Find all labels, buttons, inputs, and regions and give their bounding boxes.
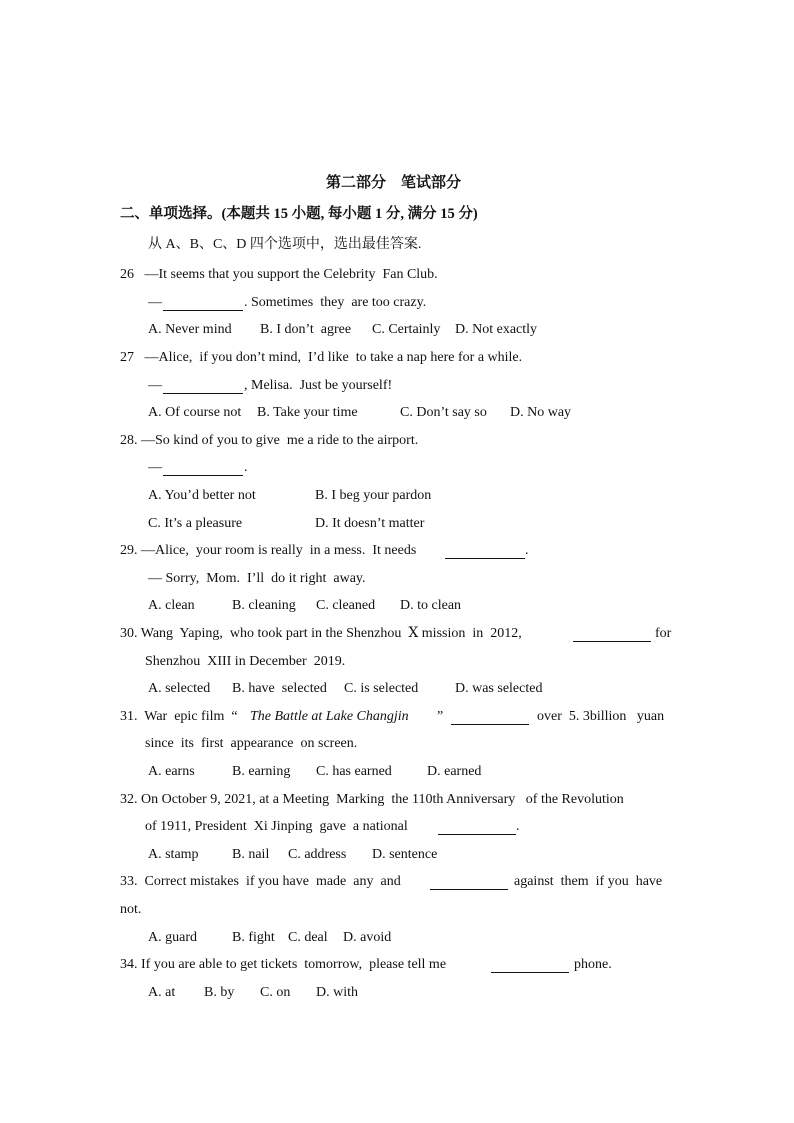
question-text: 29. —Alice, your room is really in a mess. It needs	[120, 543, 417, 558]
option-b[interactable]: B. nail	[232, 847, 270, 862]
option-c[interactable]: C. Don’t say so	[400, 405, 487, 420]
dash: —	[148, 378, 162, 393]
question-text: .	[244, 460, 248, 475]
option-b[interactable]: B. fight	[232, 930, 275, 945]
option-a[interactable]: A. Never mind	[148, 322, 232, 337]
option-d[interactable]: D. sentence	[372, 847, 438, 862]
question-text: — Sorry, Mom. I’ll do it right away.	[148, 571, 366, 586]
question-text: 26 —It seems that you support the Celebrity Fan Club.	[120, 267, 438, 282]
question-text: .	[525, 543, 529, 558]
question-text: 28. —So kind of you to give me a ride to the airport.	[120, 433, 419, 448]
question-text: 31. War epic film “	[120, 709, 238, 724]
question-text: for	[655, 626, 672, 641]
dash: —	[148, 460, 162, 475]
answer-blank[interactable]	[445, 544, 525, 559]
option-a[interactable]: A. selected	[148, 681, 211, 696]
question-text: not.	[120, 902, 142, 917]
option-d[interactable]: D. avoid	[343, 930, 392, 945]
option-c[interactable]: C. address	[288, 847, 347, 862]
film-title: The Battle at Lake Changjin	[250, 709, 409, 724]
option-a[interactable]: A. stamp	[148, 847, 199, 862]
option-b[interactable]: B. Take your time	[257, 405, 358, 420]
question-text: , Melisa. Just be yourself!	[244, 378, 393, 393]
option-d[interactable]: D. It doesn’t matter	[315, 516, 425, 531]
question-text: 33. Correct mistakes if you have made any and	[120, 874, 401, 889]
option-b[interactable]: B. have selected	[232, 681, 327, 696]
answer-blank[interactable]	[451, 710, 529, 725]
question-text: Shenzhou XIII in December 2019.	[145, 654, 346, 669]
option-c[interactable]: C. It’s a pleasure	[148, 516, 243, 531]
option-d[interactable]: D. Not exactly	[455, 322, 538, 337]
question-text: since its first appearance on screen.	[145, 736, 358, 751]
option-b[interactable]: B. cleaning	[232, 598, 296, 613]
question-text: 34. If you are able to get tickets tomorrow, please tell me	[120, 957, 447, 972]
option-c[interactable]: C. Certainly	[372, 322, 441, 337]
option-a[interactable]: A. clean	[148, 598, 195, 613]
option-c[interactable]: C. deal	[288, 930, 328, 945]
question-text: 32. On October 9, 2021, at a Meeting Marking the 110th Anniversary of the Revolution	[120, 792, 624, 807]
part-heading: 二、单项选择。(本题共 15 小题, 每小题 1 分, 满分 15 分)	[120, 206, 478, 222]
option-c[interactable]: C. on	[260, 985, 291, 1000]
option-b[interactable]: B. earning	[232, 764, 291, 779]
answer-blank[interactable]	[573, 627, 651, 642]
section-title: 第二部分 笔试部分	[326, 175, 462, 191]
dash: —	[148, 295, 162, 310]
option-b[interactable]: B. I don’t agree	[260, 322, 352, 337]
answer-blank[interactable]	[491, 958, 569, 973]
question-text: .	[516, 819, 520, 834]
question-text: 27 —Alice, if you don’t mind, I’d like to take a nap here for a while.	[120, 350, 523, 365]
option-a[interactable]: A. at	[148, 985, 176, 1000]
option-a[interactable]: A. earns	[148, 764, 195, 779]
option-a[interactable]: A. Of course not	[148, 405, 242, 420]
option-d[interactable]: D. earned	[427, 764, 482, 779]
question-text: over 5. 3billion yuan	[537, 709, 665, 724]
question-text: ”	[437, 709, 444, 724]
option-c[interactable]: C. cleaned	[316, 598, 376, 613]
answer-blank[interactable]	[163, 296, 243, 311]
answer-blank[interactable]	[438, 820, 516, 835]
answer-blank[interactable]	[430, 875, 508, 890]
answer-blank[interactable]	[163, 379, 243, 394]
instruction: 从 A、B、C、D 四个选项中，选出最佳答案.	[148, 237, 422, 252]
option-d[interactable]: D. to clean	[400, 598, 462, 613]
option-a[interactable]: A. You’d better not	[148, 488, 256, 503]
question-text: against them if you have	[514, 874, 663, 889]
option-d[interactable]: D. was selected	[455, 681, 543, 696]
option-d[interactable]: D. with	[316, 985, 358, 1000]
question-text: . Sometimes they are too crazy.	[244, 295, 427, 310]
option-a[interactable]: A. guard	[148, 930, 197, 945]
question-text: of 1911, President Xi Jinping gave a national	[145, 819, 408, 834]
option-d[interactable]: D. No way	[510, 405, 572, 420]
option-b[interactable]: B. by	[204, 985, 235, 1000]
answer-blank[interactable]	[163, 461, 243, 476]
question-text: 30. Wang Yaping, who took part in the Shenzhou Ⅹ mission in 2012,	[120, 626, 522, 641]
option-c[interactable]: C. has earned	[316, 764, 392, 779]
question-text: phone.	[574, 957, 612, 972]
option-b[interactable]: B. I beg your pardon	[315, 488, 432, 503]
option-c[interactable]: C. is selected	[344, 681, 419, 696]
